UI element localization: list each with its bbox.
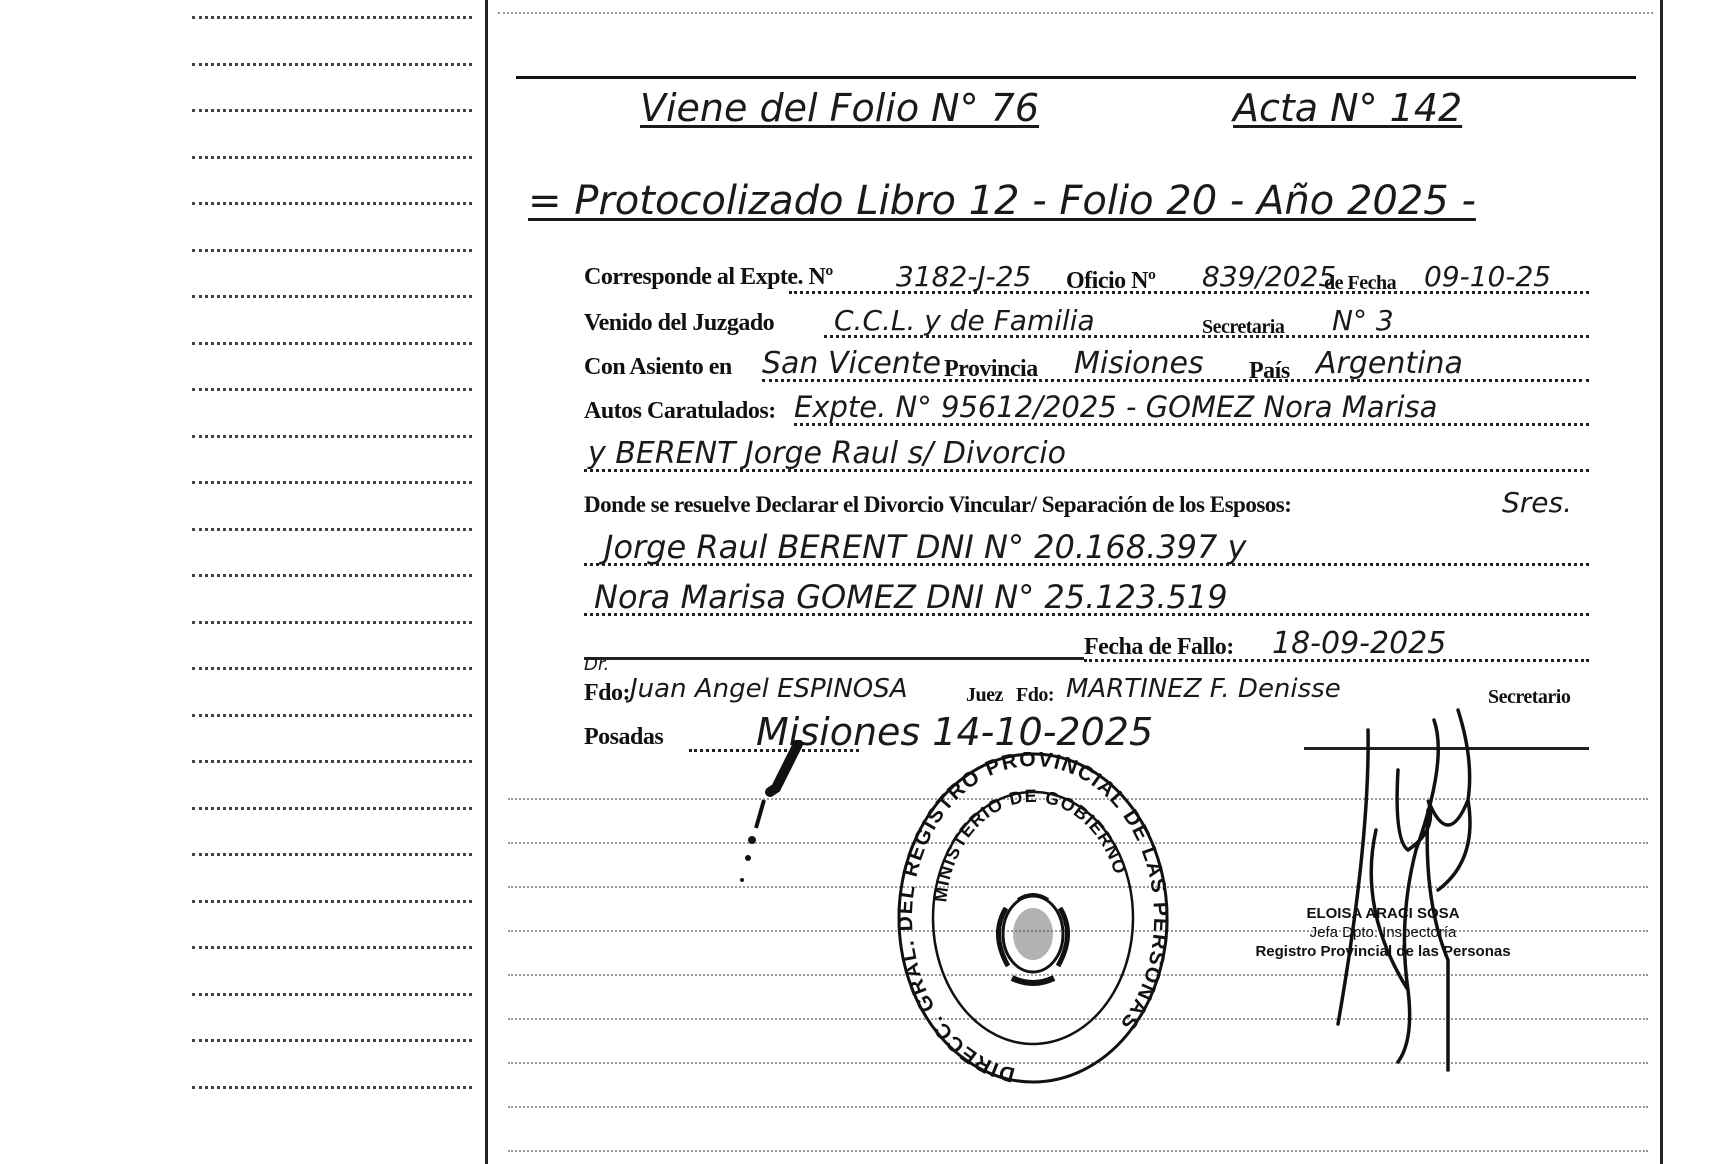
signatory-role: Jefa Dpto. Inspectoría [1309,924,1457,941]
pais-label: País [1249,358,1290,384]
margin-rule [192,900,472,903]
donde-value: Sres. [1502,486,1572,519]
secretaria-value: N° 3 [1332,304,1394,337]
margin-rule [192,760,472,763]
margin-rule [192,342,472,345]
asiento-value: San Vicente [762,346,942,381]
ink-mark [736,740,806,890]
margin-rule [192,388,472,391]
margin-rule [192,156,472,159]
panel-rule [508,1150,1648,1152]
margin-rule [192,621,472,624]
top-rule [516,76,1636,79]
seal-inner-text: MINISTERIO DE GOBIERNO [930,785,1131,904]
record-panel [488,0,1658,1164]
top-dotted-rule [498,12,1653,14]
margin-rule [192,109,472,112]
fdo-label: Fdo: [584,680,630,706]
fecha-fallo-value: 18-09-2025 [1272,626,1447,661]
juez-prefix: Dr. [584,654,610,675]
margin-rule [192,853,472,856]
venido-label: Venido del Juzgado [584,310,775,336]
margin-rule [192,1086,472,1089]
margin-rule [192,435,472,438]
row-autos [584,390,1589,428]
signatory-office: Registro Provincial de las Personas [1255,943,1511,960]
posadas-value: Misiones 14-10-2025 [756,710,1154,754]
viene-del-folio: Viene del Folio N° 76 [640,86,1040,130]
left-margin-column [0,0,485,1164]
margin-rule [192,202,472,205]
protocolizado: = Protocolizado Libro 12 - Folio 20 - Año 2025 - [528,178,1476,224]
margin-rule [192,1039,472,1042]
margin-rule [192,993,472,996]
juez-label: Juez [966,684,1003,706]
fecha-label: de Fecha [1324,272,1397,294]
signatory-block [1233,904,1533,961]
margin-rule [192,946,472,949]
fecha-fallo-label: Fecha de Fallo: [1084,634,1234,660]
margin-rule [192,574,472,577]
margin-rule [192,63,472,66]
oficio-label: Oficio Nº [1066,268,1156,294]
autos-value-2: y BERENT Jorge Raul s/ Divorcio [588,436,1066,471]
official-seal [894,752,1172,1092]
row-corresponde [584,262,1589,296]
row-autos-2 [584,436,1589,474]
pais-value: Argentina [1316,346,1463,381]
juzgado-value: C.C.L. y de Familia [834,304,1095,337]
right-frame-line [1660,0,1663,1164]
panel-rule [508,1106,1648,1108]
esposo-2: Nora Marisa GOMEZ DNI N° 25.123.519 [594,578,1228,616]
expediente-value: 3182-J-25 [896,260,1032,293]
posadas-label: Posadas [584,724,664,750]
svg-text:MINISTERIO DE GOBIERNO [930,786,1130,903]
row-venido [584,306,1589,340]
seal-outer-text: DIRECC. GRAL. DEL REGISTRO PROVINCIAL DE LAS PERSONAS [894,752,1172,1087]
secretario-label: Secretario [1488,686,1571,708]
acta-number: Acta N° 142 [1233,86,1463,130]
juez-value: Juan Angel ESPINOSA [630,674,908,704]
fdo2-label: Fdo: [1016,684,1054,706]
row-esposo-2 [584,578,1589,618]
asiento-label: Con Asiento en [584,354,732,380]
fecha-value: 09-10-25 [1424,260,1552,293]
secretario-value: MARTINEZ F. Denisse [1066,674,1341,704]
signature [1298,700,1558,1080]
secretaria-label: Secretaria [1202,316,1285,338]
signatory-name: ELOISA ARACI SOSA [1306,905,1460,922]
margin-rule [192,807,472,810]
provincia-label: Provincia [944,356,1038,382]
row-fecha-fallo [584,626,1589,664]
corresponde-label: Corresponde al Expte. Nº [584,264,833,290]
margin-rule [192,295,472,298]
autos-value-1: Expte. N° 95612/2025 - GOMEZ Nora Marisa [794,390,1438,424]
autos-label: Autos Caratulados: [584,398,776,424]
esposo-1: Jorge Raul BERENT DNI N° 20.168.397 y [604,528,1247,566]
margin-rule [192,528,472,531]
margin-rule [192,16,472,19]
provincia-value: Misiones [1074,346,1204,381]
donde-label: Donde se resuelve Declarar el Divorcio Vincular/ Separación de los Esposos: [584,492,1292,517]
row-esposo-1 [584,528,1589,568]
margin-rule [192,667,472,670]
margin-rule [192,714,472,717]
margin-rule [192,249,472,252]
margin-rule [192,481,472,484]
row-asiento [584,346,1589,384]
row-donde [584,486,1589,524]
oficio-value: 839/2025 [1202,260,1337,293]
